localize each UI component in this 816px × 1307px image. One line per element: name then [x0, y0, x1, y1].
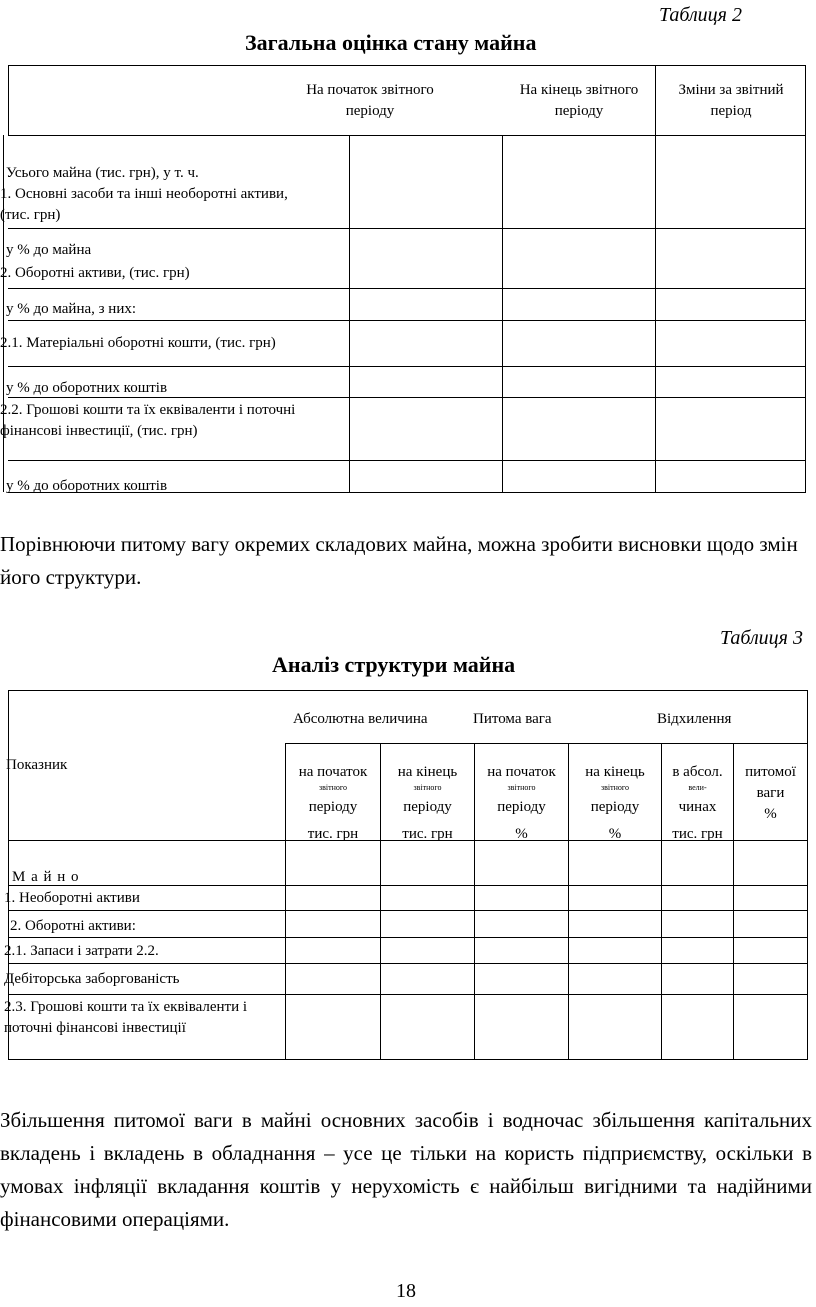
table3-group-absolute: Абсолютна величина — [293, 711, 428, 727]
table2-row-current-pct: у % до майна, з них: — [6, 301, 137, 317]
table3-row-cash: 2.3. Грошові кошти та їх еквіваленти і поточні фінансові інвестиції — [4, 999, 248, 1036]
table2-row-material: 2.1. Матеріальні оборотні кошти, (тис. грн) — [0, 335, 276, 351]
table3-caption: Таблиця 3 — [720, 627, 803, 649]
table2-row-fixed-pct: у % до майна — [6, 242, 92, 258]
table3-row-property: М а й н о — [12, 869, 80, 885]
table2-header-change: Зміни за звітний період — [678, 82, 784, 119]
table3-subheader-share-end: на кінець звітного періоду % — [585, 764, 645, 842]
table3-subheader-abs-start: на початок звітного періоду тис. грн — [298, 764, 368, 842]
table2-row-current-assets: 2. Оборотні активи, (тис. грн) — [0, 265, 190, 281]
table3-subheader-dev-share: питомої ваги % — [745, 764, 796, 822]
table3-row-inventory: 2.1. Запаси і затрати 2.2. — [4, 943, 159, 959]
table3-subheader-abs-end: на кінець звітного періоду тис. грн — [397, 764, 458, 842]
table3-row-noncurrent: 1. Необоротні активи — [4, 890, 140, 906]
table2-row-cash: 2.2. Грошові кошти та їх еквіваленти і поточні фінансові інвестиції, (тис. грн) — [0, 402, 296, 439]
table2-title: Загальна оцінка стану майна — [245, 30, 537, 55]
table3-subheader-share-start: на початок звітного періоду % — [487, 764, 556, 842]
table3-indicator-label: Показник — [6, 757, 68, 773]
table3-group-deviation: Відхилення — [657, 711, 732, 727]
table3-row-current: 2. Оборотні активи: — [10, 918, 136, 934]
page-number: 18 — [396, 1280, 416, 1302]
table2-row-fixed-assets: 1. Основні засоби та інші необоротні активи, (тис. грн) — [0, 186, 288, 223]
table3-subheader-dev-abs: в абсол. вели- чинах тис. грн — [672, 764, 723, 842]
table2-row-cash-pct: у % до оборотних коштів — [6, 478, 168, 494]
paragraph-conclusion: Збільшення питомої ваги в майні основних засобів і водночас збільшення капітальних вкладень і вкладень в обладнання – усе це тільки на користь підприємству, оскільки в умовах інфляції вкладання коштів у нерухомість є найбільш вигідними та надійними фінансовими операціями. — [0, 1108, 812, 1231]
table3-title: Аналіз структури майна — [272, 652, 516, 677]
table2-row-total: Усього майна (тис. грн), у т. ч. — [6, 165, 199, 181]
table2-header-start: На початок звітного періоду — [306, 82, 434, 119]
table2-caption: Таблиця 2 — [659, 4, 742, 26]
table3-row-receivables: Дебіторська заборгованість — [4, 971, 180, 987]
paragraph-structure-conclusion: Порівнюючи питому вагу окремих складових майна, можна зробити висновки щодо змін його структури. — [0, 532, 798, 589]
table2-row-material-pct: у % до оборотних коштів — [6, 380, 168, 396]
table2-header-end: На кінець звітного періоду — [519, 82, 639, 119]
table3-group-share: Питома вага — [473, 711, 552, 727]
